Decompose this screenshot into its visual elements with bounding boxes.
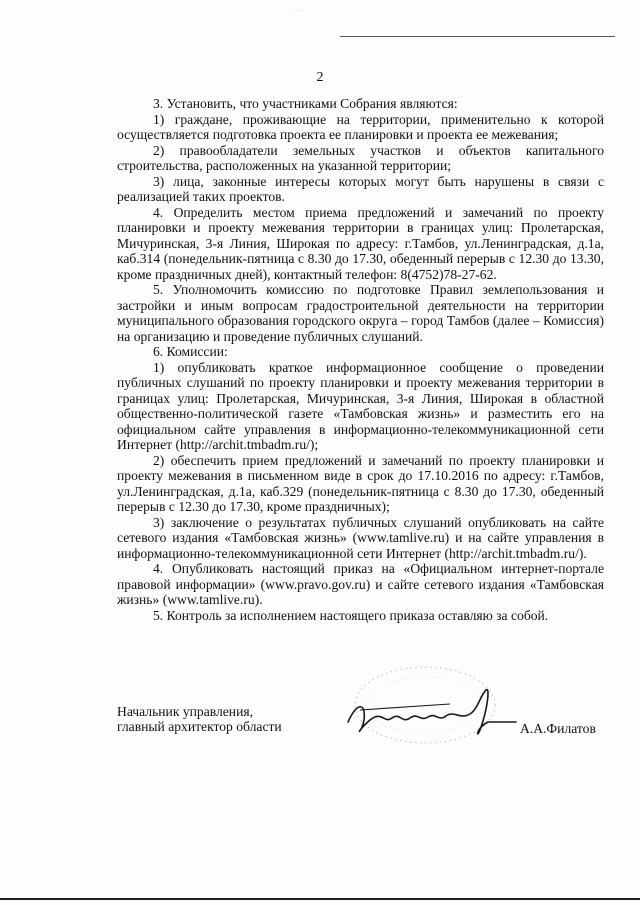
page-number: 2 [316, 70, 324, 85]
paragraph-6-item-1: 1) опубликовать краткое информационное сообщение о проведении публичных слушаний по проекту планировки и проекту межевания территории в границах улиц: Пролетарская, Мичуринская, 3-я Линия, Широкая в областной общественно-политической газете «Тамбовская жизнь» и разместить его на официальном сайте управления в информационно-телекоммуникационной сети Интернет (http://archit.tmbadm.ru/); [117, 359, 604, 452]
paragraph-3-participants: 3. Установить, что участниками Собрания являются: [153, 96, 458, 111]
paragraph-6-item-2: 2) обеспечить прием предложений и замечаний по проекту планировки и проекту межевания в письменном виде в срок до 17.10.2016 по адресу: г.Тамбов, ул.Ленинградская, д.1а, каб.329 (понедельник-пятница с 8.30 до 17.30, обеденный перерыв с 12.30 до 17.30, кроме праздничных); [117, 452, 604, 514]
signatory-position [117, 704, 282, 734]
paragraph-3-item-2: 2) правообладатели земельных участков и объектов капитального строительства, расположенных на указанной территории; [117, 142, 604, 173]
document-body [117, 96, 604, 623]
paragraph-3-item-1: 1) граждане, проживающие на территории, применительно к которой осуществляется подготовка проекта ее планировки и проекта ее межевания; [117, 111, 604, 142]
signatory-name: А.А.Филатов [520, 721, 596, 736]
paragraph-8-control: 5. Контроль за исполнением настоящего приказа оставляю за собой. [153, 607, 549, 623]
header-rule [340, 36, 615, 37]
paragraph-5-commission: 5. Уполномочить комиссию по подготовке Правил землепользования и застройки и иным вопросам градостроительной деятельности на территории муниципального образования городского округа – город Тамбов (далее – Комиссия) на организацию и проведение публичных слушаний. [117, 282, 604, 344]
paragraph-4-place: 4. Определить местом приема предложений и замечаний по проекту планировки и проекту межевания территории в границах улиц: Пролетарская, Мичуринская, 3-я Линия, Широкая по адресу: г.Тамбов, ул.Ленинградская, д.1а, каб.314 (понедельник-пятница с 8.30 до 17.30, обеденный перерыв с 12.30 до 13.30, кроме праздничных дней), контактный телефон: 8(4752)78-27-62. [117, 204, 604, 282]
paragraph-6-item-3: 3) заключение о результатах публичных слушаний опубликовать на сайте сетевого издания «Тамбовская жизнь» (www.tamlive.ru) и на сайте управления в информационно-телекоммуникационной сети Интернет (http://archit.tmbadm.ru/). [117, 514, 604, 561]
paragraph-7-publish: 4. Опубликовать настоящий приказ на «Официальном интернет-портале правовой информации» (www.pravo.gov.ru) и сайте сетевого издания «Тамбовская жизнь» (www.tamlive.ru). [117, 561, 604, 607]
faint-header-mark: ····· [290, 8, 305, 14]
position-line-1: Начальник управления, [117, 704, 253, 719]
paragraph-3-item-3: 3) лица, законные интересы которых могут быть нарушены в связи с реализацией таких проектов. [117, 173, 604, 204]
bottom-edge-rule [0, 898, 640, 900]
handwritten-signature [330, 660, 520, 770]
position-line-2: главный архитектор области [117, 719, 282, 734]
paragraph-6-heading: 6. Комиссии: [153, 344, 228, 359]
